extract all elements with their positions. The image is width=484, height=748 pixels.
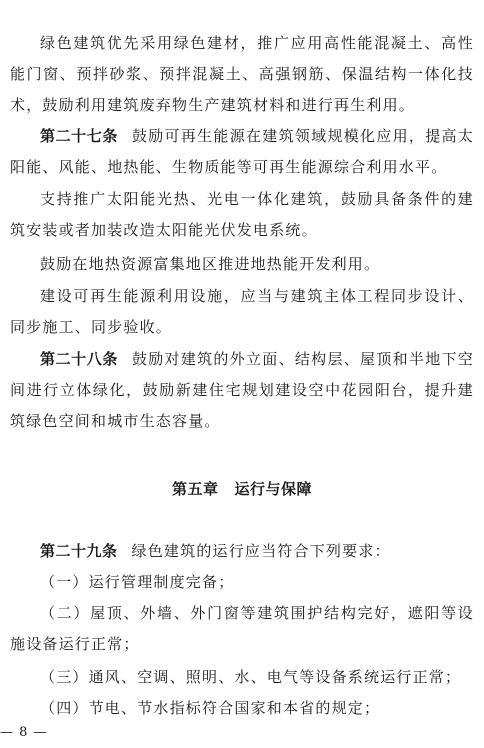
list-item-2: （二）屋顶、外墙、外门窗等建筑围护结构完好，遮阳等设施设备运行正常； (10, 604, 474, 653)
article-29-label: 第二十九条 (40, 542, 118, 560)
paragraph-solar-support: 支持推广太阳能光热、光电一体化建筑，鼓励具备条件的建筑安装或者加装改造太阳能光伏发电系统。 (10, 190, 474, 239)
chapter-number: 第五章 (171, 480, 219, 498)
list-item-1: （一）运行管理制度完备； (40, 573, 235, 591)
paragraph-green-materials: 绿色建筑优先采用绿色建材，推广应用高性能混凝土、高性能门窗、预拌砂浆、预拌混凝土、高强钢筋、保温结构一体化技术，鼓励利用建筑废弃物生产建筑材料和进行再生利用。 (10, 34, 474, 114)
list-item-4: （四）节电、节水指标符合国家和本省的规定； (40, 699, 381, 717)
article-28-text: 鼓励对建筑的外立面、结构层、屋顶和半地下空间进行立体绿化，鼓励新建住宅规划建设空中花园阳台，提升建筑绿色空间和城市生态容量。 (10, 350, 474, 430)
list-item-3: （三）通风、空调、照明、水、电气等设备系统运行正常； (40, 668, 462, 686)
article-27-label: 第二十七条 (40, 127, 118, 145)
article-29-text: 绿色建筑的运行应当符合下列要求： (131, 542, 391, 560)
article-28 (10, 344, 474, 437)
chapter-title: 运行与保障 (234, 480, 313, 498)
chapter-heading (0, 474, 484, 505)
paragraph-geothermal: 鼓励在地热资源富集地区推进地热能开发利用。 (40, 255, 381, 273)
article-27 (10, 121, 474, 183)
article-27-text: 鼓励可再生能源在建筑领域规模化应用，提高太阳能、风能、地热能、生物质能等可再生能源综合利用水平。 (10, 127, 474, 176)
page-number: — 8 — (0, 725, 48, 740)
article-28-label: 第二十八条 (40, 350, 118, 368)
article-29 (10, 536, 474, 567)
paragraph-renewable-facilities: 建设可再生能源利用设施，应当与建筑主体工程同步设计、同步施工、同步验收。 (10, 287, 474, 336)
